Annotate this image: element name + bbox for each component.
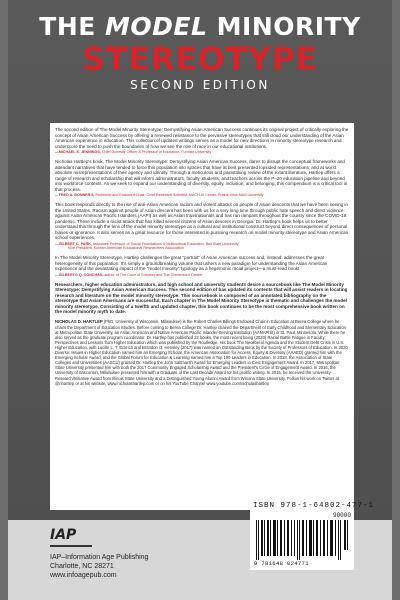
review-text: Nicholas Hartlep's book, The Model Minority Stereotype: Demystifying Asian American Success, dares to disrupt the conceptual frameworks and attendant narratives that have tended to force this population into spaces that have at best presented lopsided representations, and at worst absolute misrepresentations of their agency and identity. Through a meticulous and painstaking review of the extant literature, Hartlep offers a range of research and scholarship that will inform administrators, faculty, students, and teachers across the P–20 education pipeline and beyond into workforce contexts. As we seek to expand our understanding of diversity, equity, inclusion, and belonging, this compendium is a critical tool in that process. <box>55 159 348 192</box>
title-italic-word: MODEL <box>105 12 208 41</box>
review-signature: —FRED A. BONNER II, Professor and Endowed Chair, Chief Research Scientist, MACH-III Center, Prairie View A&M University <box>55 193 264 198</box>
barcode-digits: 9 781648 024771 <box>254 560 309 567</box>
price-code: 90000 <box>332 512 351 519</box>
text-panel <box>50 123 375 510</box>
review-signature: —GILBERT C. PARK, Associate Professor of Social Foundations & Multicultural Education, Ball State University Vice President, Korean American Educational Researchers Association <box>55 241 239 251</box>
title-line-2: STEREOTYPE <box>82 40 318 78</box>
publisher-city: Charlotte, NC 28271 <box>50 563 114 570</box>
author-bio <box>55 319 349 385</box>
review-text: In The Model Minority Stereotype, Hartlep challenges the great "portrait" of Asian American success and, instead, addresses the great heterogeneity of this population. It's simply a groundbreaking volume that ushers a new paradigm for understanding the Asian American experience and the devastating impact of the "model minority" typology as a hegemonic racial project—a must-read book! <box>55 255 328 272</box>
review-text: This book responds directly to the rise of anti-Asian American racism and violent attacks on people of Asian descents that we have been seeing in the United States. Racism against people of Asian descent has been with us for a very long time through public hate speech and direct violence against Asian American Pacific Islanders (AAPI) as well as Asian transnationals and has run rampant throughout the country since the COVID-19 pandemic. These include a racist attack that has killed several citizens of Asian descent in Georgia. Dr. Hartlep's book helps us to better understand this through the lens of the model minority stereotype as a cultural and institutional construct beyond direct consequences of personal biases or ignorance. It also serves as a great resource for those interested in pursuing research on model minority stereotype and Asian American school experiences. <box>55 202 349 241</box>
author-bio-text: (PhD, University of Wisconsin, Milwaukee) is the Robert Charles Billings Endowed Chair in Education at Berea College where he chairs the Department of Education Studies. Before coming to Berea College Dr. Hartlep chaired the Department of Early Childhood and Elementary Education at Metropolitan State University, an Asian American and Native American Pacific Islander-Serving Institution (AANAPISI) in St. Paul, Minnesota. While there he also served as the graduate program coordinator. Dr. Hartlep has published 22 books, the most recent being (2020) Racial Battle Fatigue in Faculty: Perspectives and Lessons from Higher Education which was published by the Routledge. His book The Neoliberal Agenda and the Student Debt Crisis in U.S. Higher Education, with Lucille L. T. Eckrich and Brandon O. Hensley (2017) was named an Outstanding Book by the Society of Professors of Education. In 2020 Diverse: Issues in Higher Education named him an Emerging Scholar, the American Association for Access, Equity & Diversity (AAAED) granted him with the Emerging Scholar Award, and the Global Forum for Education & Learning named him a Top 100 Leaders in Education. In 2018, the Association of State Colleges and Universities (AASCU) granted Dr. Hartlep the John Saltmarsh Award for Emerging Leaders in Civic Engagement Award. In 2017, Metropolitan State University presented him with both the 2017 Community Engaged Scholarship Award and the President's Circle of Engagement Award. In 2016, the University of Wisconsin, Milwaukee presented him with a Graduate of the Last Decade Award for his prolific writing. In 2015, he received the University Research/Initiative Award from Illinois State University and a Distinguished Young Alumni Award from Winona State University. Follow his work on Twitter at @nhartlep or at his website, www.nicholashartlep.com or on his YouTube Channel www.youtube.com/nicholashartlep <box>55 319 348 386</box>
back-cover <box>8 0 392 600</box>
isbn-text: ISBN 978-1-64802-477-1 <box>253 502 375 510</box>
publisher-name: IAP–Information Age Publishing <box>50 554 149 561</box>
review-text: The second edition of The Model Minority Stereotype: Demystifying Asian American Success continues its original project of critically exploring the concept of Asian American Success by offering a renewed resistance to the pervasive stereotypes that still cloud our understanding of the Asian American experience in education. This collection of updated writings serves as a model for new directions in minority stereotype research and underscore the need to push the boundaries of how we see the role of race in our educational institutions. <box>55 127 349 149</box>
publisher-info <box>50 553 200 580</box>
title-block <box>8 0 392 95</box>
review-signature: —GILBERTO Q. CONCHAS, author of The Color of Success and The Chicana/o/x Dream <box>55 272 203 277</box>
publisher-logo: IAP <box>50 527 77 543</box>
barcode-box <box>250 500 375 570</box>
review-2 <box>55 159 349 198</box>
title-line-1: THE MODEL MINORITY <box>39 12 361 41</box>
book-summary: Researchers, higher education administrators, and high school and university students desire a sourcebook like The Model Minority Stereotype: Demystifying Asian American Success. This second edition of has updated its contents that will assist readers in locating research and literature on the model minority stereotype. This sourcebook is composed of an annotated bibliography on the stereotype that Asian Americans are successful. Each chapter in The Model Minority Stereotype is thematic and challenges the model minority stereotype. Consisting of a twelfth and updated chapter, this book continues to be the most comprehensive book written on the model minority myth to date. <box>55 281 348 315</box>
review-4 <box>55 255 349 277</box>
review-signature: —MICHAEL E. JENNINGS, Chief Diversity Officer & Professor of Education, Furman University <box>55 150 212 154</box>
author-name: NICHOLAS D. HARTLEP <box>55 319 103 325</box>
review-1 <box>55 127 349 155</box>
logo-underline <box>50 545 92 547</box>
barcode-icon <box>254 520 350 560</box>
publisher-url: www.infoagepub.com <box>50 572 117 579</box>
edition-label: SECOND EDITION <box>130 78 270 92</box>
review-3 <box>55 202 349 251</box>
